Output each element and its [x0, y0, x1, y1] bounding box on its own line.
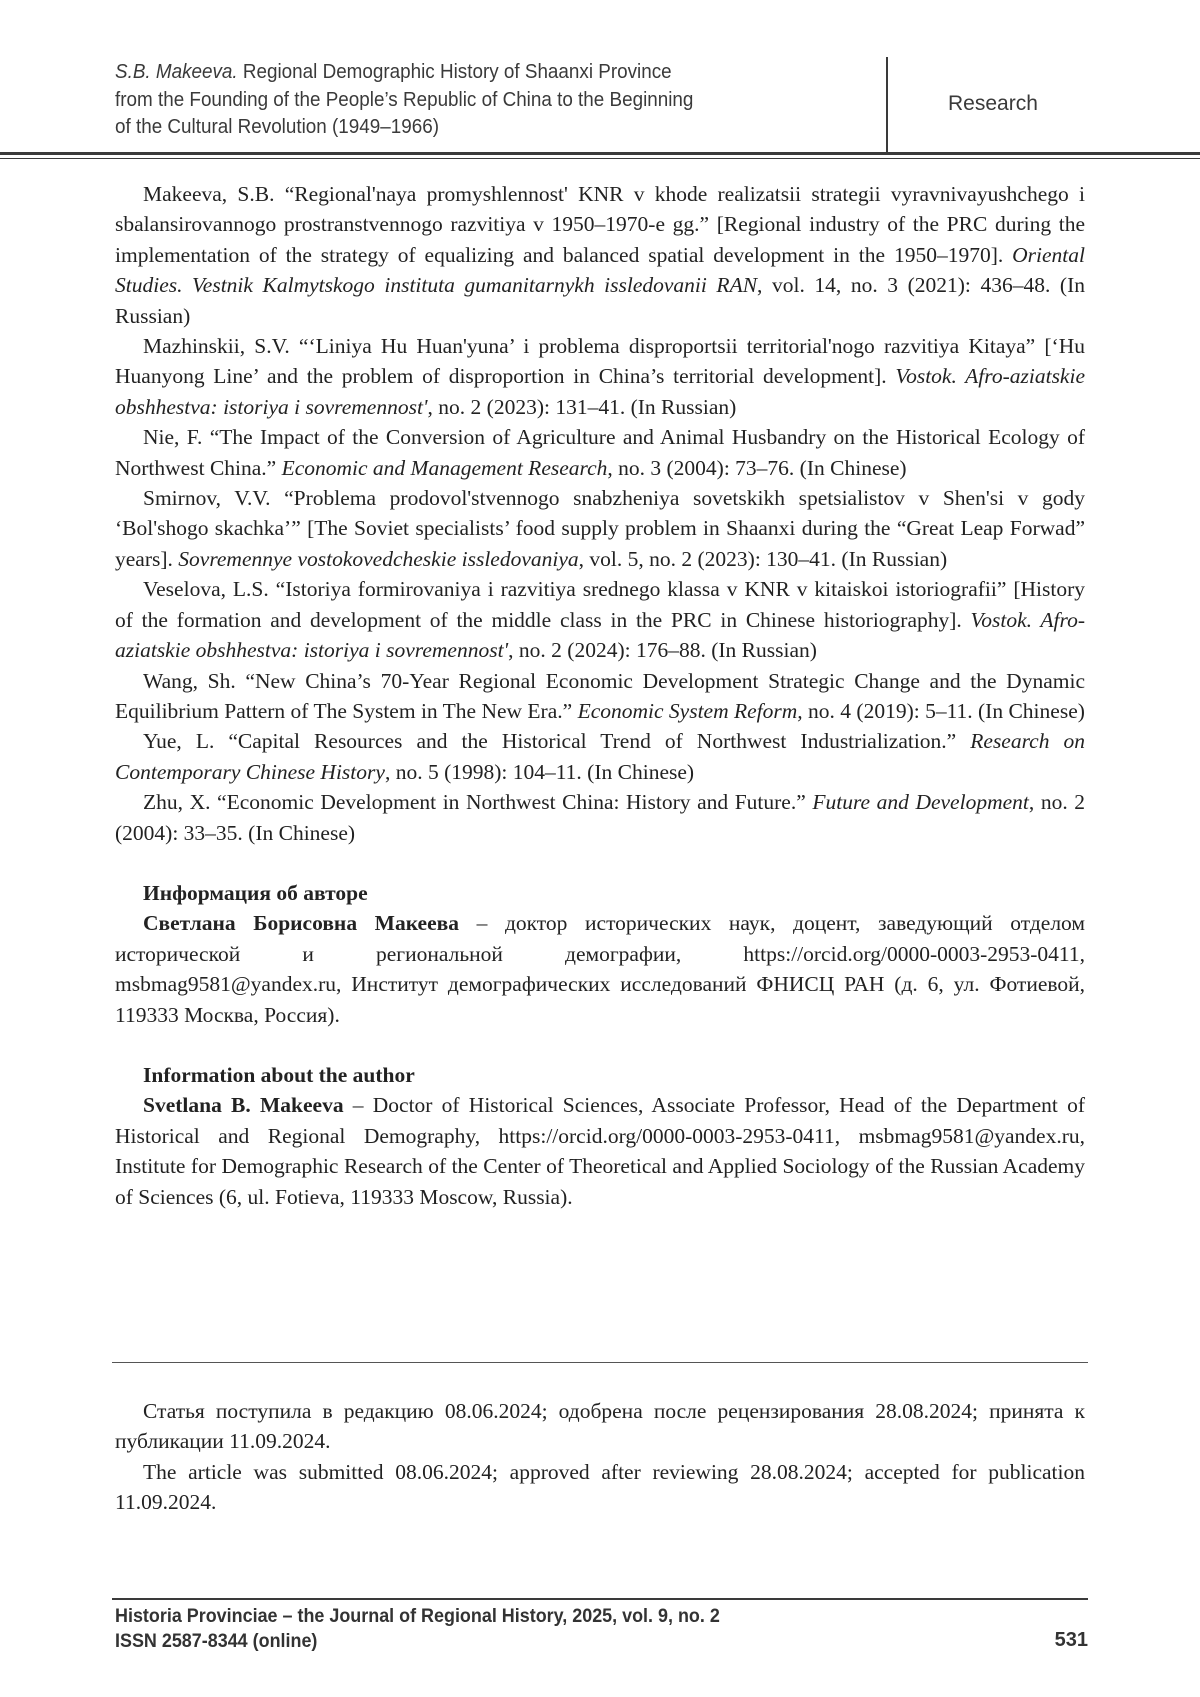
- reference-item: Smirnov, V.V. “Problema prodovol'stvennogo snabzheniya sovetskikh spetsialistov v Shen'si v gody ‘Bol'shogo skachka’” [The Soviet specialists’ food supply problem in Shaanxi during the “Great Leap Forwad” years]. Sovremennye vostokovedcheskie issledovaniya, vol. 5, no. 2 (2023): 130–41. (In Russian): [115, 486, 1085, 571]
- running-title: [115, 58, 814, 141]
- running-title-author: S.B. Makeeva.: [115, 60, 238, 83]
- author-info-en-text: Svetlana B. Makeeva – Doctor of Historical Sciences, Associate Professor, Head of the Department of Historical and Regional Demography, https://orcid.org/0000-0003-2953-0411, msbmag9581@yandex.ru, Institute for Demographic Research of the Center of Theoretical and Applied Sociology of the Russian Academy of Sciences (6, ul. Fotieva, 119333 Moscow, Russia).: [115, 1093, 1085, 1209]
- page-number: 531: [1054, 1629, 1088, 1651]
- author-info-en-heading: Information about the author: [143, 1062, 415, 1087]
- journal-citation: Historia Provinciae – the Journal of Regional History, 2025, vol. 9, no. 2: [115, 1605, 720, 1627]
- reference-item: Nie, F. “The Impact of the Conversion of Agriculture and Animal Husbandry on the Historical Ecology of Northwest China.” Economic and Management Research, no. 3 (2004): 73–76. (In Chinese): [115, 425, 1085, 480]
- page-header: [0, 0, 1200, 160]
- article-dates: [115, 1396, 1085, 1518]
- author-info-ru-heading: Информация об авторе: [143, 880, 368, 905]
- footer-rule: [112, 1598, 1088, 1600]
- author-name-en: Svetlana B. Makeeva: [143, 1093, 344, 1118]
- article-body: [115, 179, 1085, 1212]
- author-info-ru-text: Светлана Борисовна Макеева – доктор исторических наук, доцент, заведующий отделом исторической и региональной демографии, https://orcid.org/0000-0003-2953-0411, msbmag9581@yandex.ru, Институт демографических исследований ФНИСЦ РАН (д. 6, ул. Фотиевой, 119333 Москва, Россия).: [115, 911, 1085, 1027]
- author-name-ru: Светлана Борисовна Макеева: [143, 911, 460, 936]
- header-rule-thin: [0, 158, 1200, 159]
- running-title-line3: of the Cultural Revolution (1949–1966): [115, 115, 439, 138]
- reference-item: Yue, L. “Capital Resources and the Historical Trend of Northwest Industrialization.” Research on Contemporary Chinese History, no. 5 (1998): 104–11. (In Chinese): [115, 729, 1085, 784]
- reference-list: [115, 179, 1085, 848]
- section-label: Research: [948, 92, 1038, 115]
- section-divider: [112, 1362, 1088, 1363]
- header-rule: [0, 152, 1200, 155]
- running-title-line2: from the Founding of the People’s Republic of China to the Beginning: [115, 87, 694, 111]
- author-info-ru: [115, 878, 1085, 1030]
- reference-item: Makeeva, S.B. “Regional'naya promyshlennost' KNR v khode realizatsii strategii vyravnivayushchego i sbalansirovannogo prostranstvennogo razvitiya v 1950–1970-e gg.” [Regional industry of the PRC during the implementation of the strategy of equalizing and balanced spatial development in the 1950–1970]. Oriental Studies. Vestnik Kalmytskogo instituta gumanitarnykh issledovanii RAN, vol. 14, no. 3 (2021): 436–48. (In Russian): [115, 182, 1085, 328]
- reference-item: Veselova, L.S. “Istoriya formirovaniya i razvitiya srednego klassa v KNR v kitaiskoi istoriografii” [History of the formation and development of the middle class in the PRC in Chinese historiography]. Vostok. Afro-aziatskie obshhestva: istoriya i sovremennost', no. 2 (2024): 176–88. (In Russian): [115, 577, 1085, 663]
- journal-issn: ISSN 2587-8344 (online): [115, 1630, 318, 1652]
- page-footer: [115, 1604, 851, 1654]
- dates-ru: Статья поступила в редакцию 08.06.2024; одобрена после рецензирования 28.08.2024; принята к публикации 11.09.2024.: [115, 1399, 1085, 1454]
- reference-item: Zhu, X. “Economic Development in Northwest China: History and Future.” Future and Development, no. 2 (2004): 33–35. (In Chinese): [115, 790, 1086, 845]
- dates-en: The article was submitted 08.06.2024; approved after reviewing 28.08.2024; accepted for publication 11.09.2024.: [115, 1459, 1085, 1515]
- header-divider: [886, 57, 888, 153]
- running-title-line1: Regional Demographic History of Shaanxi Province: [237, 60, 672, 83]
- author-info-en: [115, 1060, 1085, 1212]
- reference-item: Wang, Sh. “New China’s 70-Year Regional Economic Development Strategic Change and the Dynamic Equilibrium Pattern of The System in The New Era.” Economic System Reform, no. 4 (2019): 5–11. (In Chinese): [115, 668, 1085, 723]
- reference-item: Mazhinskii, S.V. “‘Liniya Hu Huan'yuna’ i problema disproportsii territorial'nogo razvitiya Kitaya” [‘Hu Huanyong Line’ and the problem of disproportion in China’s territorial development]. Vostok. Afro-aziatskie obshhestva: istoriya i sovremennost', no. 2 (2023): 131–41. (In Russian): [115, 334, 1085, 419]
